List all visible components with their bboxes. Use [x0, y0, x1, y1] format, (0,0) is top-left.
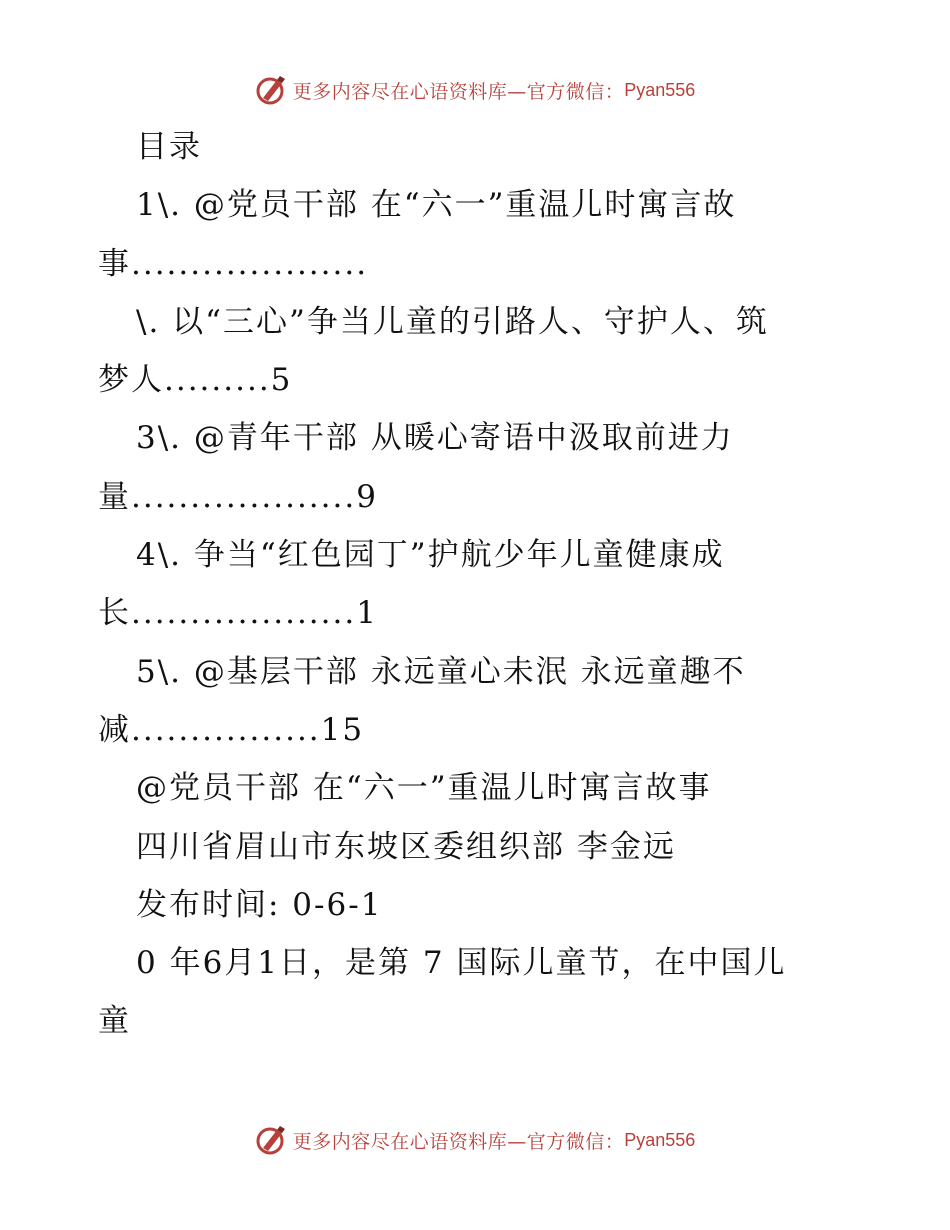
toc-item-2: \. 以“三心”争当儿童的引路人、守护人、筑	[136, 303, 769, 340]
banner-text: 更多内容尽在心语资料库—官方微信：	[292, 80, 625, 103]
article-date: 发布时间: 0-6-1	[136, 886, 383, 923]
toc-heading: 目录	[136, 129, 202, 165]
toc-item-3-continued: 量...................9	[98, 478, 378, 515]
toc-item-2-continued: 梦人.........5	[98, 362, 293, 399]
footer-banner	[0, 1120, 950, 1160]
pen-logo-icon	[255, 1124, 287, 1156]
toc-item-5-continued: 减................15	[98, 711, 365, 748]
banner-wechat-id: Pyan556	[624, 79, 696, 100]
article-paragraph: 0 年6月1日，是第 7 国际儿童节，在中国儿	[136, 945, 787, 982]
article-author: 四川省眉山市东坡区委组织部 李金远	[136, 828, 676, 865]
toc-item-5: 5\. @基层干部 永远童心未泯 永远童趣不	[136, 653, 746, 690]
toc-item-1-continued: 事....................	[98, 245, 369, 282]
toc-item-4: 4\. 争当“红色园丁”护航少年儿童健康成	[136, 537, 725, 574]
banner-text: 更多内容尽在心语资料库—官方微信：	[292, 1130, 625, 1153]
pen-logo-icon	[255, 74, 287, 106]
toc-item-4-continued: 长...................1	[98, 595, 378, 632]
article-paragraph-continued: 童	[98, 1003, 131, 1040]
banner-wechat-id: Pyan556	[624, 1129, 696, 1150]
article-title: @党员干部 在“六一”重温儿时寓言故事	[136, 770, 712, 807]
header-banner	[0, 70, 950, 110]
toc-item-1: 1\. @党员干部 在“六一”重温儿时寓言故	[136, 187, 737, 224]
document-body	[98, 118, 858, 1051]
toc-item-3: 3\. @青年干部 从暖心寄语中汲取前进力	[136, 420, 734, 457]
